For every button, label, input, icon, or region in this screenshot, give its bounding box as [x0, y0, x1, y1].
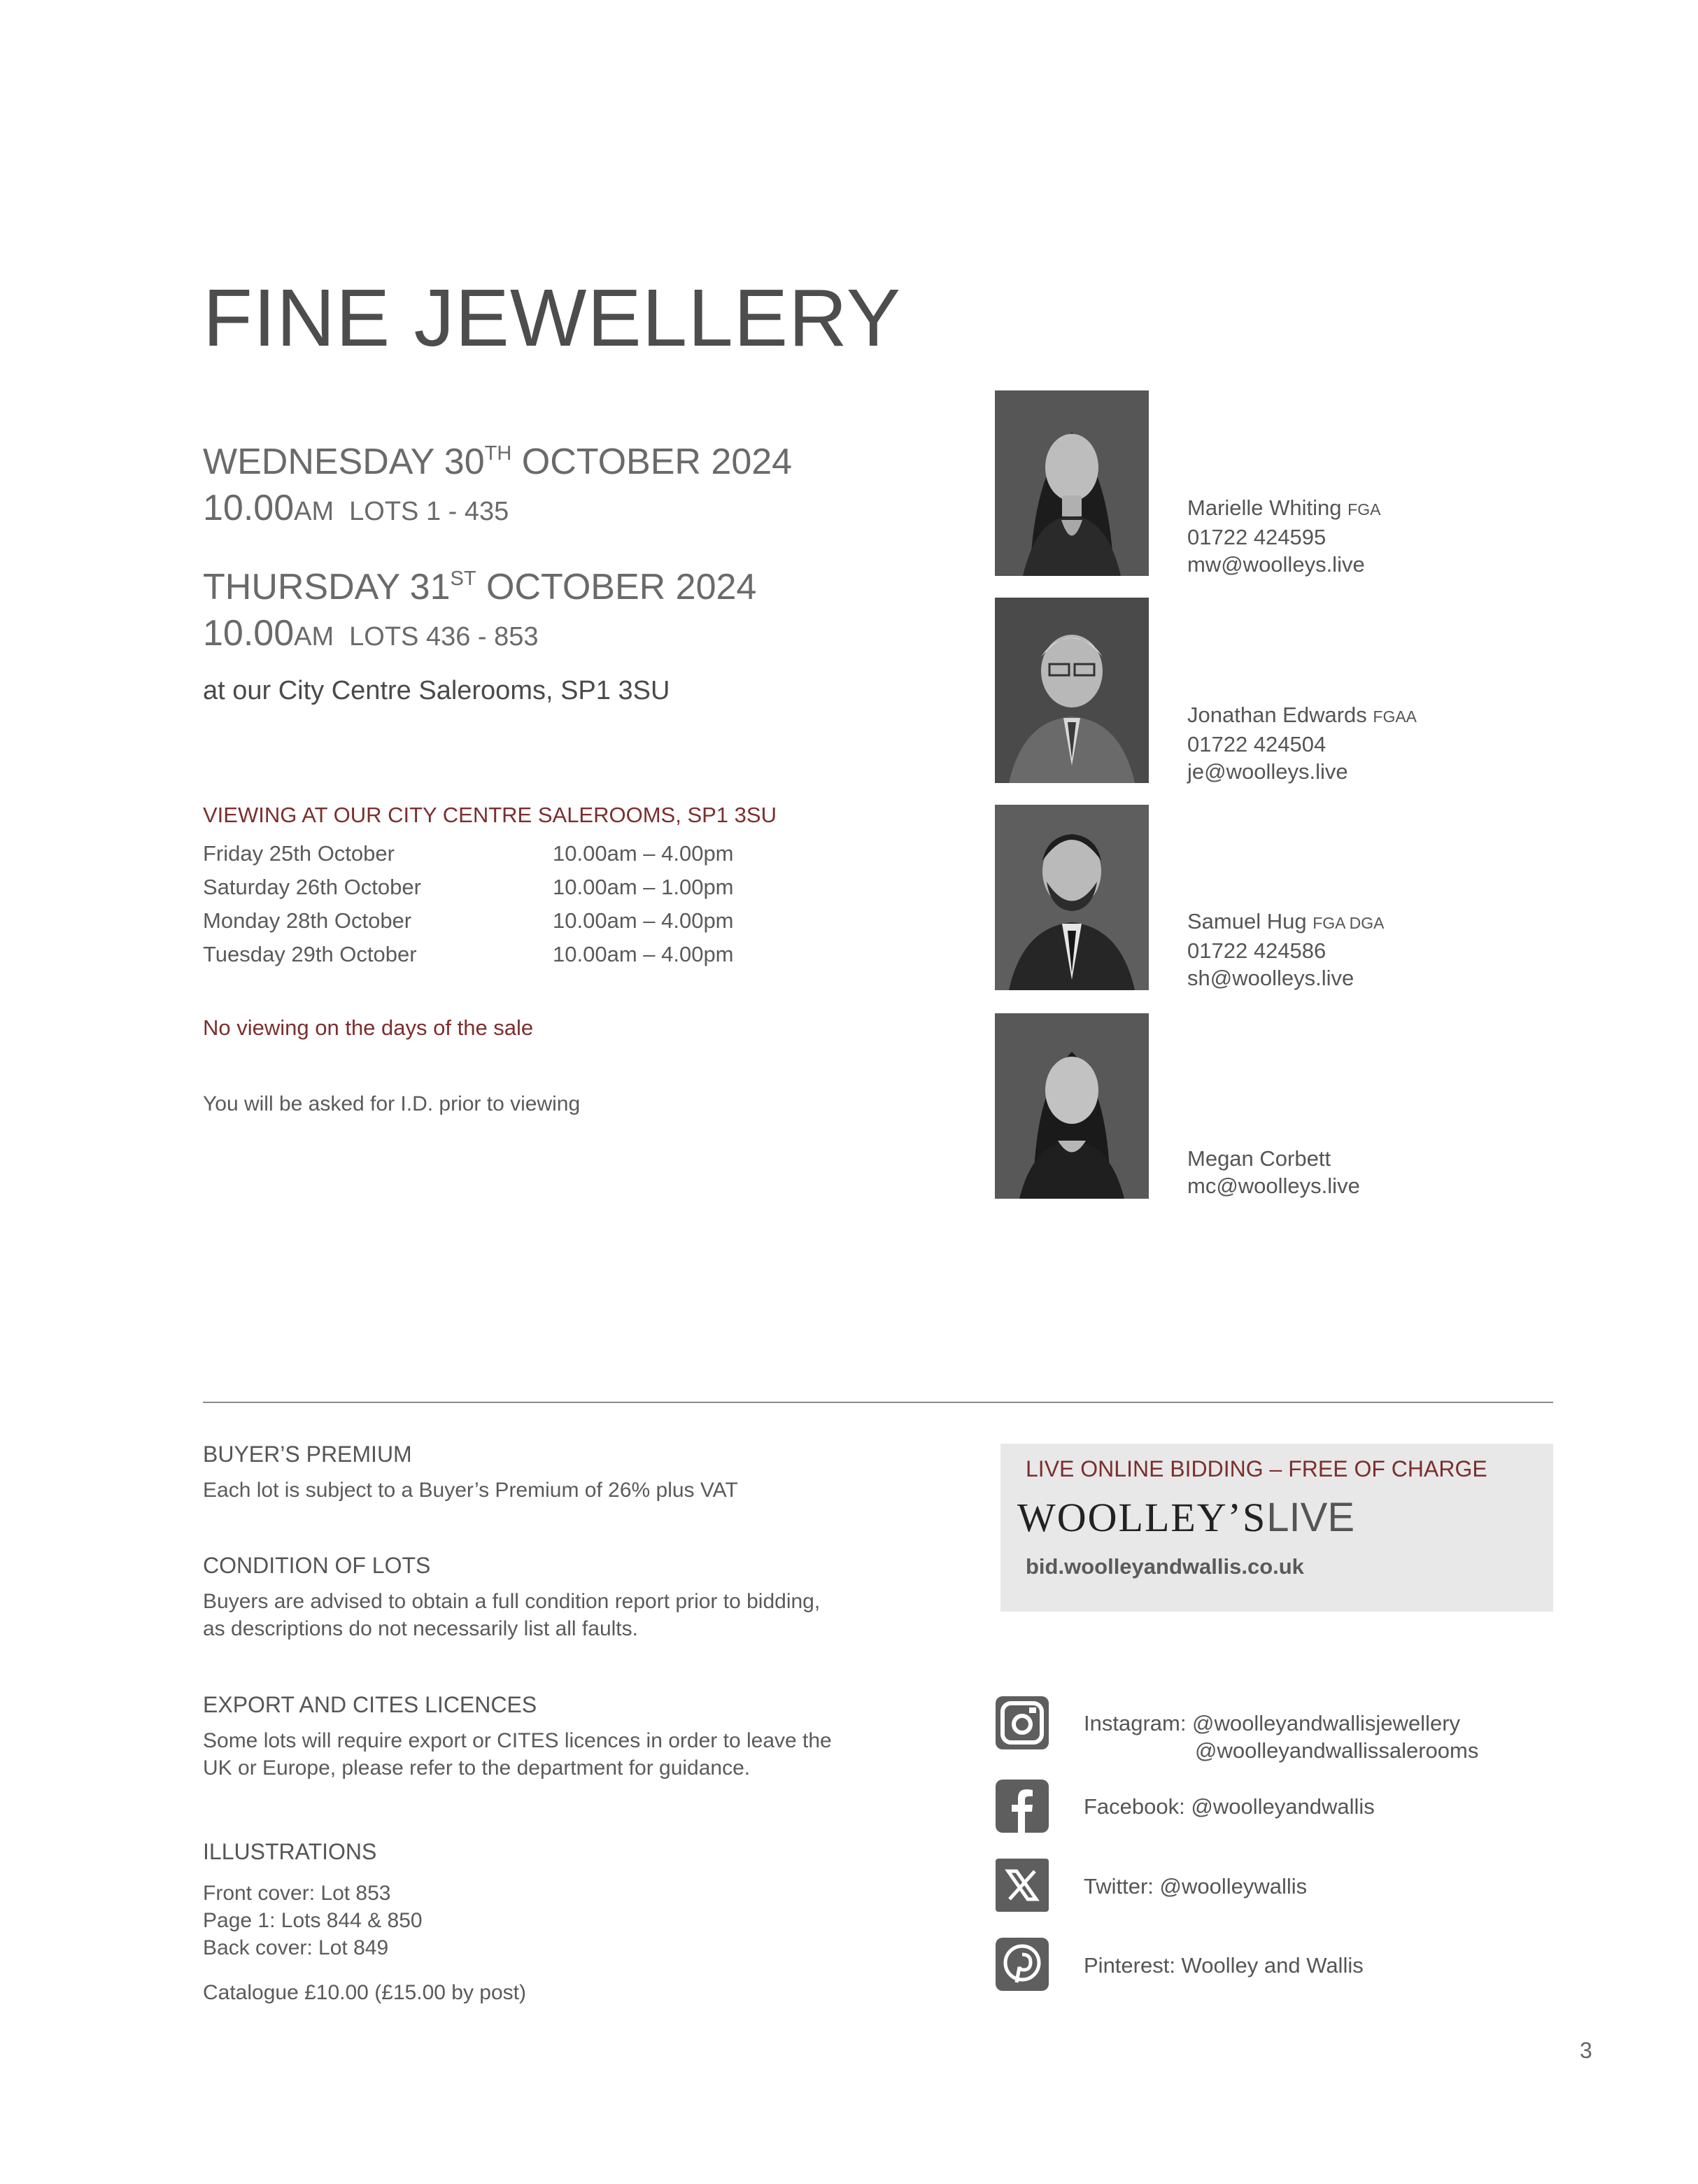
sale-date-2-ordinal: ST	[450, 568, 476, 590]
contact-photo-megan	[995, 1013, 1149, 1199]
illustrations-list	[203, 1880, 903, 1961]
viewing-time: 10.00am – 4.00pm	[553, 942, 734, 966]
illustration-item: Back cover: Lot 849	[203, 1936, 389, 1959]
contact-samuel	[1187, 908, 1384, 992]
viewing-time: 10.00am – 1.00pm	[553, 875, 734, 899]
viewing-day: Saturday 26th October	[203, 875, 421, 899]
condition-line: as descriptions do not necessarily list all faults.	[203, 1617, 638, 1640]
contact-qualification: FGA	[1347, 500, 1381, 519]
viewing-row	[203, 908, 763, 934]
viewing-day: Monday 28th October	[203, 908, 412, 933]
buyers-premium-heading: BUYER’S PREMIUM	[203, 1442, 412, 1467]
woolleys-live-logo	[1017, 1494, 1354, 1541]
viewing-time: 10.00am – 4.00pm	[553, 841, 734, 866]
sale-time-2	[203, 613, 539, 654]
contact-qualification: FGAA	[1373, 707, 1417, 726]
contact-email[interactable]: mw@woolleys.live	[1187, 552, 1365, 577]
x-icon[interactable]	[996, 1859, 1049, 1912]
contact-jonathan	[1187, 701, 1417, 785]
live-bidding-box	[1000, 1444, 1553, 1612]
sale-time-1-time: 10.00	[203, 488, 295, 528]
sale-time-1	[203, 490, 509, 526]
contact-name: Marielle Whiting	[1187, 495, 1342, 520]
contact-name: Samuel Hug	[1187, 909, 1307, 934]
logo-main: WOOLLEY’S	[1017, 1495, 1267, 1540]
contact-photo-samuel	[995, 805, 1149, 990]
viewing-row	[203, 875, 763, 900]
illustrations-heading: ILLUSTRATIONS	[203, 1839, 377, 1864]
instagram-line-1[interactable]: Instagram: @woolleyandwallisjewellery	[1084, 1711, 1461, 1735]
twitter-handle[interactable]: Twitter: @woolleywallis	[1084, 1874, 1308, 1898]
logo-live: LIVE	[1266, 1495, 1355, 1540]
condition-heading: CONDITION OF LOTS	[203, 1553, 431, 1578]
viewing-day: Friday 25th October	[203, 841, 395, 866]
instagram-line-2[interactable]: @woolleyandwallissalerooms	[1195, 1738, 1479, 1763]
id-notice: You will be asked for I.D. prior to viewing	[203, 1092, 581, 1115]
facebook-icon[interactable]	[996, 1780, 1049, 1833]
pinterest-icon[interactable]	[996, 1938, 1049, 1991]
instagram-icon[interactable]	[996, 1696, 1049, 1749]
sale-date-2-prefix: THURSDAY 31	[203, 567, 451, 607]
contact-phone: 01722 424586	[1187, 938, 1326, 963]
sale-time-2-time: 10.00	[203, 613, 295, 654]
export-heading: EXPORT AND CITES LICENCES	[203, 1692, 537, 1717]
export-text	[203, 1727, 903, 1782]
contact-photo-marielle	[995, 390, 1149, 576]
page-number: 3	[1580, 2038, 1592, 2063]
contact-email[interactable]: je@woolleys.live	[1187, 759, 1348, 784]
condition-text	[203, 1588, 903, 1642]
contact-email[interactable]: sh@woolleys.live	[1187, 966, 1354, 990]
export-line: UK or Europe, please refer to the department for guidance.	[203, 1756, 751, 1780]
page-title: FINE JEWELLERY	[203, 272, 902, 363]
no-viewing-notice: No viewing on the days of the sale	[203, 1015, 534, 1040]
sale-date-1-ordinal: TH	[484, 442, 512, 465]
sale-date-2	[203, 569, 756, 605]
contact-phone: 01722 424595	[1187, 525, 1326, 549]
bidding-url-link[interactable]: bid.woolleyandwallis.co.uk	[1026, 1554, 1304, 1579]
viewing-time: 10.00am – 4.00pm	[553, 908, 734, 933]
contact-name: Jonathan Edwards	[1187, 703, 1367, 727]
sale-date-1-prefix: WEDNESDAY 30	[203, 442, 485, 482]
sale-date-1	[203, 444, 792, 480]
contact-megan	[1187, 1145, 1360, 1199]
contact-email[interactable]: mc@woolleys.live	[1187, 1174, 1360, 1198]
buyers-premium-text: Each lot is subject to a Buyer’s Premium of 26% plus VAT	[203, 1479, 738, 1502]
contact-phone: 01722 424504	[1187, 732, 1326, 756]
contact-name: Megan Corbett	[1187, 1146, 1331, 1171]
pinterest-handle[interactable]: Pinterest: Woolley and Wallis	[1084, 1953, 1364, 1978]
instagram-handle	[1084, 1710, 1478, 1764]
contact-qualification: FGA DGA	[1313, 914, 1385, 932]
export-line: Some lots will require export or CITES licences in order to leave the	[203, 1729, 832, 1752]
sale-time-1-ampm: AM	[294, 497, 334, 526]
sale-date-1-suffix: OCTOBER 2024	[511, 442, 793, 482]
sale-location: at our City Centre Salerooms, SP1 3SU	[203, 676, 670, 705]
facebook-handle[interactable]: Facebook: @woolleyandwallis	[1084, 1794, 1375, 1819]
viewing-row	[203, 841, 763, 866]
sale-lots-1: LOTS 1 - 435	[349, 497, 509, 526]
viewing-day: Tuesday 29th October	[203, 942, 417, 966]
sale-date-2-suffix: OCTOBER 2024	[476, 567, 757, 607]
illustration-item: Page 1: Lots 844 & 850	[203, 1909, 423, 1932]
section-divider	[203, 1402, 1553, 1403]
live-bidding-heading: LIVE ONLINE BIDDING – FREE OF CHARGE	[1026, 1456, 1487, 1481]
catalogue-price: Catalogue £10.00 (£15.00 by post)	[203, 1981, 526, 2004]
condition-line: Buyers are advised to obtain a full condition report prior to bidding,	[203, 1590, 821, 1613]
illustration-item: Front cover: Lot 853	[203, 1882, 391, 1905]
contact-marielle	[1187, 494, 1380, 578]
viewing-row	[203, 942, 763, 967]
contact-photo-jonathan	[995, 598, 1149, 783]
sale-time-2-ampm: AM	[294, 622, 334, 651]
sale-lots-2: LOTS 436 - 853	[349, 622, 539, 651]
viewing-heading: VIEWING AT OUR CITY CENTRE SALEROOMS, SP1 3SU	[203, 803, 777, 827]
